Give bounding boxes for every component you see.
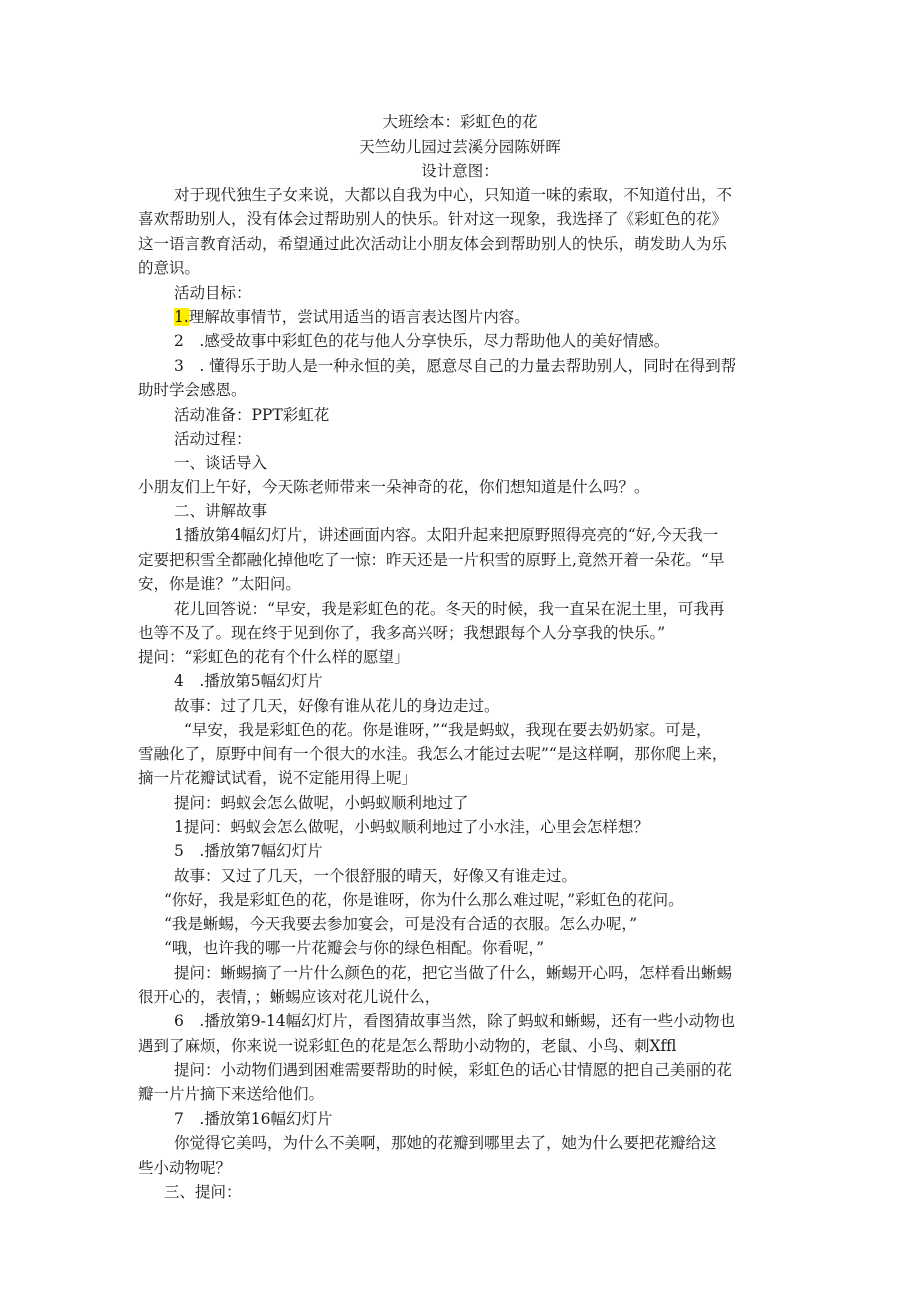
section-2-heading: 二、讲解故事: [174, 502, 268, 520]
paragraph-line: 花儿回答说：“早安，我是彩虹色的花。冬天的时候，我一直呆在泥土里，可我再: [174, 600, 725, 618]
step-6: 6 .播放第9-14幅幻灯片，看图猜故事当然，除了蚂蚁和蜥蜴，还有一些小动物也: [174, 1012, 736, 1030]
question-line: 提问：“彩虹色的花有个什么样的愿望」: [138, 648, 410, 666]
paragraph-line: 对于现代独生子女来说，大都以自我为中心，只知道一味的索取，不知道付出，不: [174, 186, 733, 204]
process-heading: 活动过程：: [174, 430, 252, 448]
step-7: 7 .播放第16幅幻灯片: [174, 1110, 333, 1128]
paragraph-line: 你觉得它美吗，为什么不美啊，那她的花瓣到哪里去了，她为什么要把花瓣给这: [174, 1134, 717, 1152]
question-line: 很开心的，表情，；蜥蜴应该对花儿说什么，: [138, 988, 441, 1006]
author-line: 天竺幼儿园过芸溪分园陈妍晖: [359, 138, 561, 156]
goals-heading: 活动目标：: [174, 284, 252, 302]
question-line: 瓣一片片摘下来送给他们。: [138, 1085, 325, 1103]
paragraph-line: 这一语言教育活动，希望通过此次活动让小朋友体会到帮助别人的快乐，萌发助人为乐: [138, 235, 728, 253]
goal-1: [174, 306, 530, 328]
paragraph-line: 些小动物呢？: [138, 1159, 232, 1177]
dialogue-line: “你好，我是彩虹色的花，你是谁呀，你为什么那么难过呢，”彩虹色的花问。: [164, 891, 684, 909]
step-6-cont: 遇到了麻烦，你来说一说彩虹色的花是怎么帮助小动物的，老鼠、小鸟、刺Xffl: [138, 1037, 677, 1055]
paragraph-line: 安，你是谁？”太阳问。: [138, 575, 301, 593]
section-1-heading: 一、谈话导入: [174, 454, 268, 472]
goal-3-cont: 助时学会感恩。: [138, 381, 247, 399]
goal-3: 3 . 懂得乐于助人是一种永恒的美，愿意尽自己的力量去帮助别人，同时在得到帮: [174, 357, 737, 375]
step-4: 4 .播放第5幅幻灯片: [174, 672, 323, 690]
paragraph-line: 的意识。: [138, 259, 201, 277]
dialogue-line: “哦，也许我的哪一片花瓣会与你的绿色相配。你看呢，”: [164, 939, 545, 957]
paragraph-line: 定要把积雪全都融化掉他吃了一惊：昨天还是一片积雪的原野上,竟然开着一朵花。“早: [138, 551, 725, 569]
goal-2: 2 .感受故事中彩虹色的花与他人分享快乐，尽力帮助他人的美好情感。: [174, 332, 670, 350]
prep-line: 活动准备：PPT彩虹花: [174, 406, 330, 424]
question-line: 提问：蚂蚁会怎么做呢，小蚂蚁顺利地过了: [174, 794, 469, 812]
question-line: 1提问：蚂蚁会怎么做呢，小蚂蚁顺利地过了小水洼，心里会怎样想？: [174, 818, 649, 836]
design-heading: 设计意图：: [421, 162, 499, 180]
question-line: 提问：小动物们遇到困难需要帮助的时候，彩虹色的话心甘情愿的把自己美丽的花: [174, 1061, 733, 1079]
goal-1-text: 理解故事情节，尝试用适当的语言表达图片内容。: [188, 308, 530, 326]
paragraph-line: 也等不及了。现在终于见到你了，我多高兴呀；我想跟每个人分享我的快乐。”: [138, 624, 666, 642]
goal-1-number-highlight: 1.: [174, 308, 189, 326]
question-line: 提问：蜥蜴摘了一片什么颜色的花，把它当做了什么，蜥蜴开心吗，怎样看出蜥蜴: [174, 964, 733, 982]
story-line: 故事：又过了几天，一个很舒服的晴天，好像又有谁走过。: [174, 867, 578, 885]
dialogue-line: 摘一片花瓣试试看，说不定能用得上呢」: [138, 769, 418, 787]
doc-title: 大班绘本：彩虹色的花: [382, 113, 538, 131]
step-5: 5 .播放第7幅幻灯片: [174, 842, 323, 860]
paragraph-line: 1播放第4幅幻灯片，讲述画面内容。太阳升起来把原野照得亮亮的“好,今天我一: [174, 526, 719, 544]
paragraph-line: 喜欢帮助别人，没有体会过帮助别人的快乐。针对这一现象，我选择了《彩虹色的花》: [138, 210, 728, 228]
dialogue-line: “我是蜥蜴，今天我要去参加宴会，可是没有合适的衣服。怎么办呢，”: [164, 915, 638, 933]
section-3-heading: 三、提问：: [164, 1183, 242, 1201]
story-line: 故事：过了几天，好像有谁从花儿的身边走过。: [174, 697, 500, 715]
dialogue-line: “早安，我是彩虹色的花。你是谁呀，”“我是蚂蚁，我现在要去奶奶家。可是，: [184, 721, 712, 739]
dialogue-line: 雪融化了，原野中间有一个很大的水洼。我怎么才能过去呢”“是这样啊，那你爬上来，: [138, 745, 728, 763]
section-1-text: 小朋友们上午好，今天陈老师带来一朵神奇的花，你们想知道是什么吗？。: [138, 478, 650, 496]
